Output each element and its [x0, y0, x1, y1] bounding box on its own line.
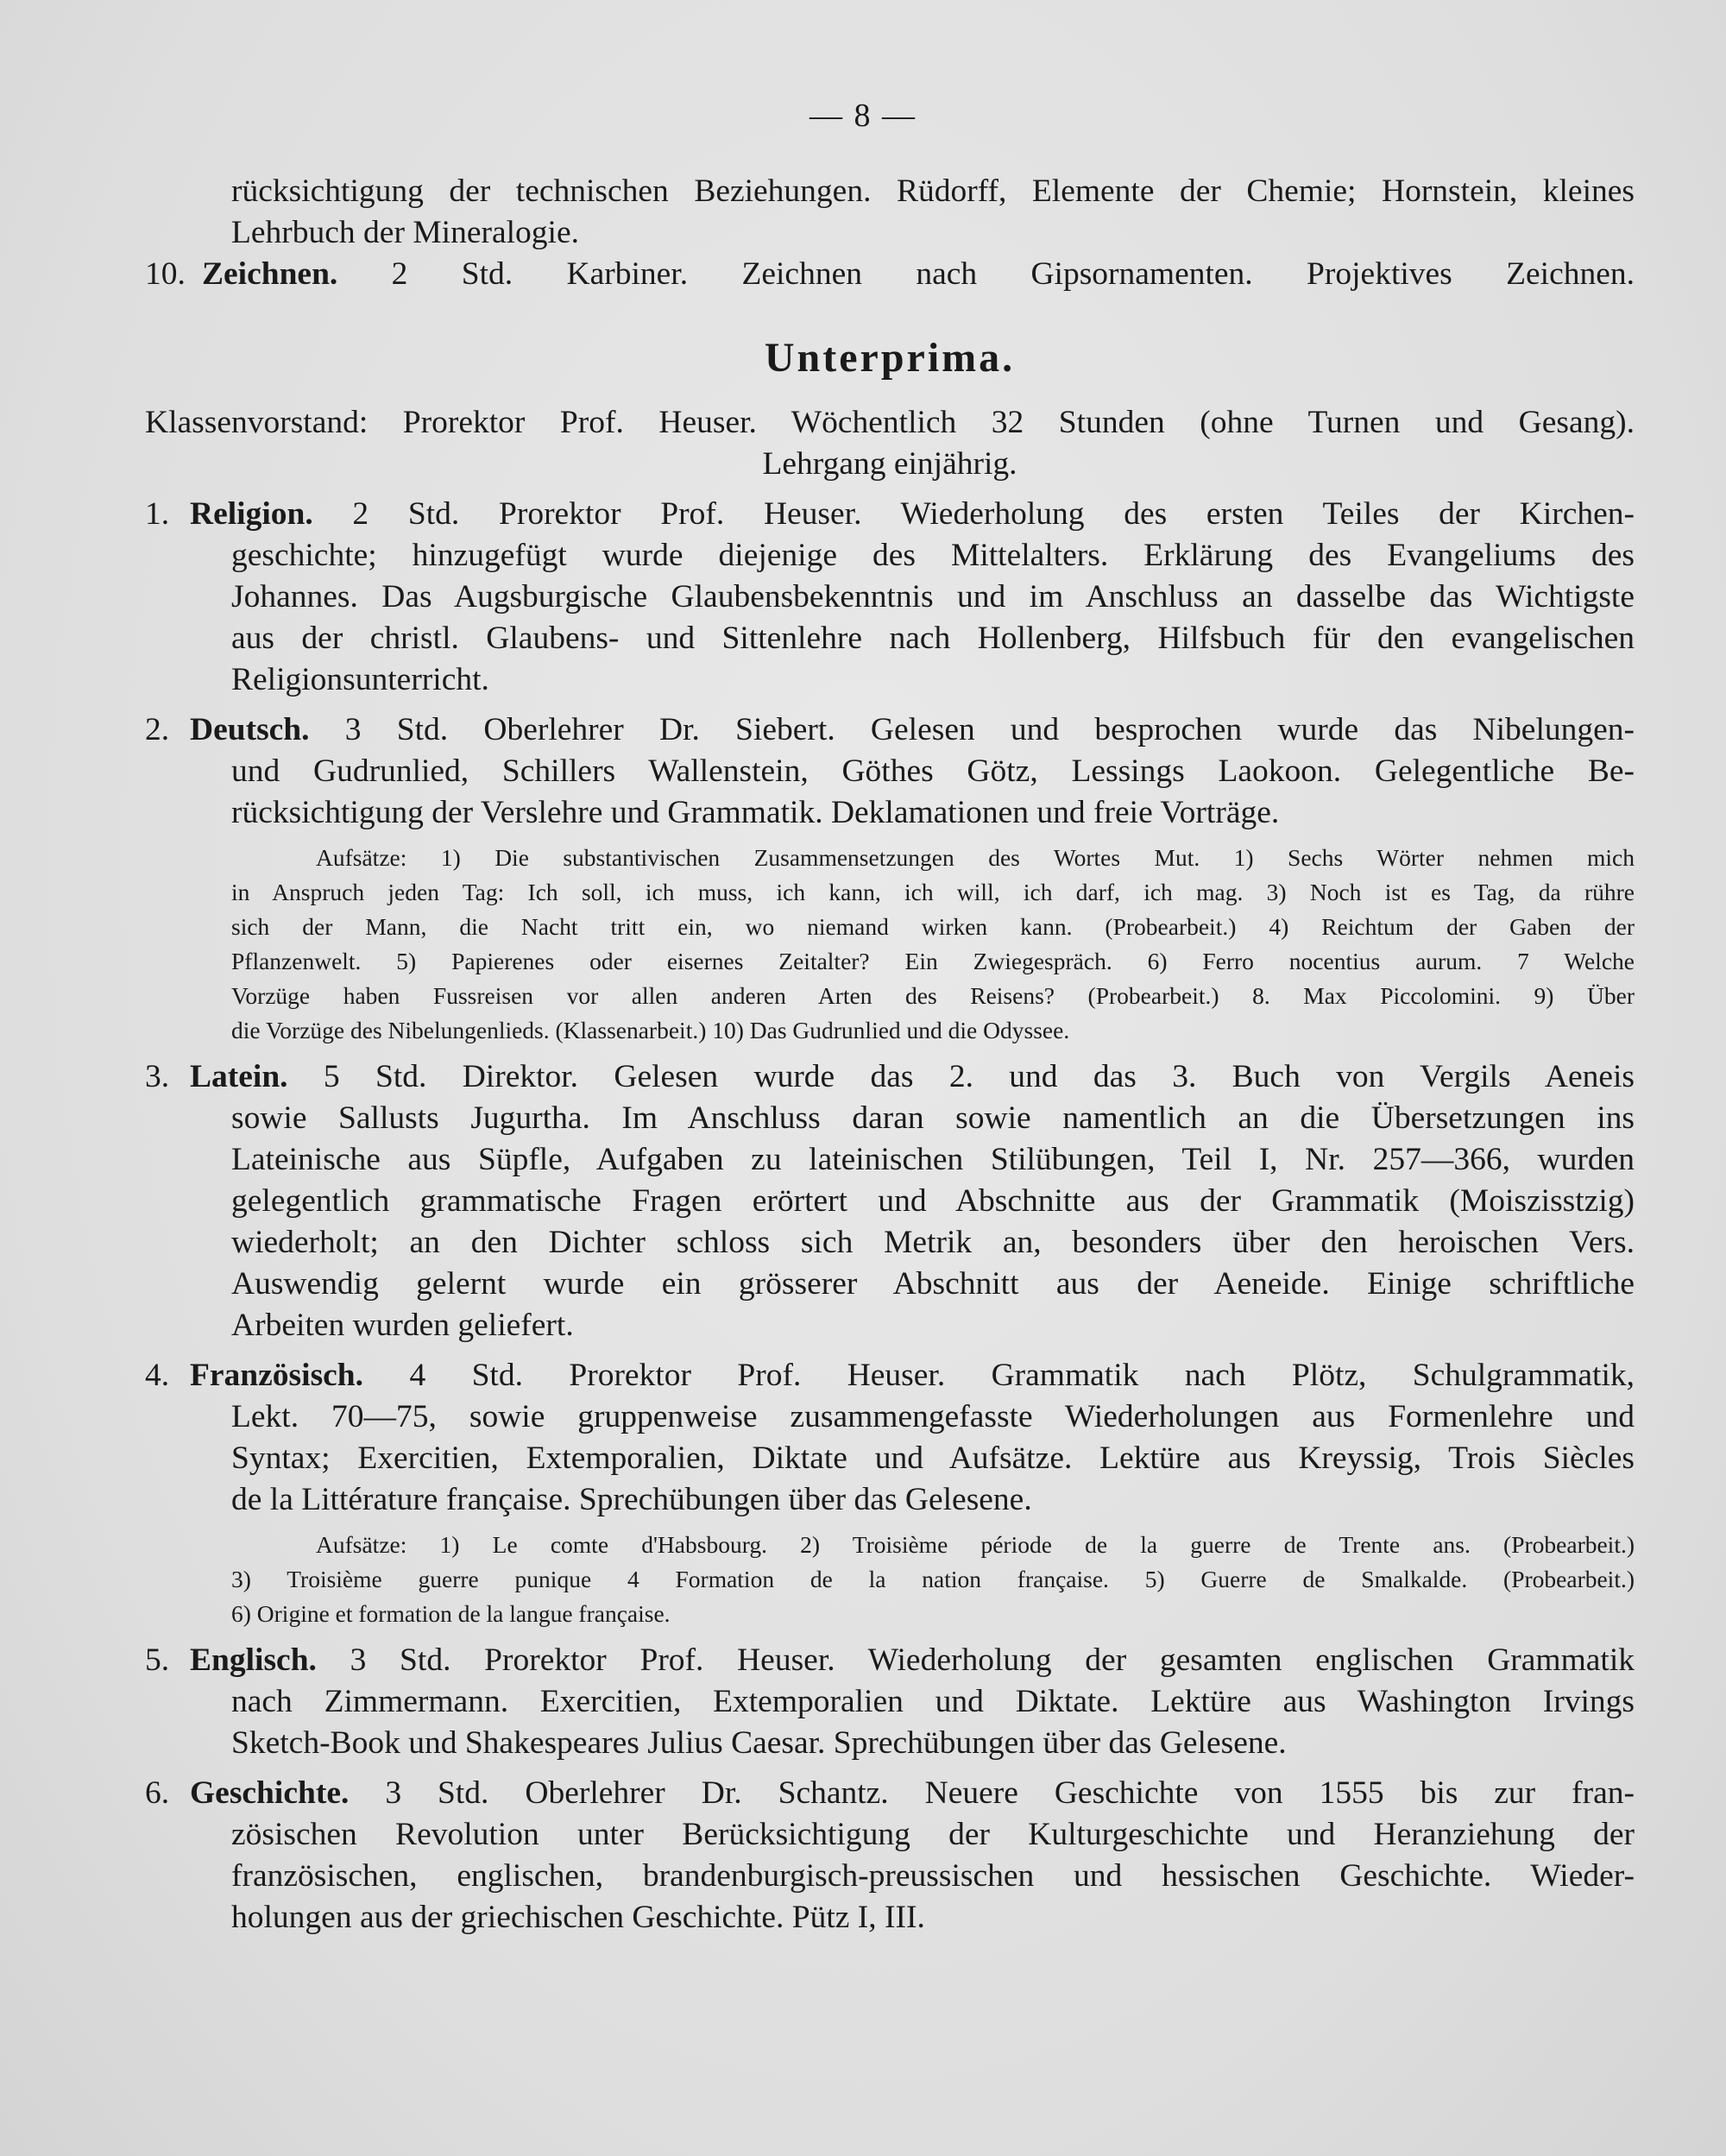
- text-line: Lekt. 70—75, sowie gruppenweise zusammengefasste Wiederholungen aus Formenlehre und: [231, 1399, 1635, 1434]
- aufsatz-line: 3) Troisième guerre punique 4 Formation de la nation française. 5) Guerre de Smalkalde. (Probearbeit.): [231, 1566, 1635, 1592]
- text-line: Arbeiten wurden geliefert.: [231, 1308, 574, 1343]
- text-line: rücksichtigung der Verslehre und Grammatik. Deklamationen und freie Vorträge.: [231, 795, 1280, 830]
- section-text: 2 Std. Prorektor Prof. Heuser. Wiederholung des ersten Teiles der Kirchen-: [352, 496, 1635, 532]
- spacer: [145, 834, 1635, 841]
- section-first-line: [145, 1056, 1635, 1098]
- subject-section: [145, 1640, 1635, 1764]
- text-line: gelegentlich grammatische Fragen erörtert und Abschnitte aus der Grammatik (Moiszisstzig): [231, 1183, 1635, 1219]
- section-first-line: [145, 1355, 1635, 1396]
- class-heading: Unterprima.: [764, 335, 1016, 381]
- text-line: wiederholt; an den Dichter schloss sich Metrik an, besonders über den heroischen Vers.: [231, 1225, 1635, 1260]
- text-line: geschichte; hinzugefügt wurde diejenige des Mittelalters. Erklärung des Evangeliums des: [231, 538, 1635, 573]
- text-line: Syntax; Exercitien, Extemporalien, Diktate und Aufsätze. Lektüre aus Kreyssig, Trois Siècles: [231, 1440, 1635, 1476]
- text-line: sowie Sallusts Jugurtha. Im Anschluss daran sowie namentlich an die Übersetzungen ins: [231, 1100, 1635, 1136]
- klassenvorstand-line: Klassenvorstand: Prorektor Prof. Heuser. Wöchentlich 32 Stunden (ohne Turnen und Gesang).: [145, 405, 1635, 440]
- spacer: [145, 1521, 1635, 1528]
- text-line: Auswendig gelernt wurde ein grösserer Abschnitt aus der Aeneide. Einige schriftliche: [231, 1266, 1635, 1302]
- text-line: französischen, englischen, brandenburgisch-preussischen und hessischen Geschichte. Wieder-: [231, 1858, 1635, 1894]
- section-title: Französisch.: [190, 1358, 364, 1393]
- aufsatz-line: 6) Origine et formation de la langue française.: [231, 1600, 671, 1627]
- section-text: 2 Std. Karbiner. Zeichnen nach Gipsornamenten. Projektives Zeichnen.: [391, 256, 1635, 292]
- text-line: aus der christl. Glaubens- und Sittenlehre nach Hollenberg, Hilfsbuch für den evangelischen: [231, 621, 1635, 656]
- section-number: 10.: [145, 256, 186, 292]
- section-text: 3 Std. Oberlehrer Dr. Schantz. Neuere Geschichte von 1555 bis zur fran-: [385, 1775, 1635, 1811]
- aufsatz-line: Aufsätze: 1) Le comte d'Habsbourg. 2) Troisième période de la guerre de Trente ans. (Probearbeit.): [316, 1531, 1635, 1558]
- text-line: zösischen Revolution unter Berücksichtigung der Kulturgeschichte und Heranziehung der: [231, 1817, 1635, 1852]
- section-title: Latein.: [190, 1059, 288, 1094]
- aufsatz-line: in Anspruch jeden Tag: Ich soll, ich muss, ich kann, ich will, ich darf, ich mag. 3) Noch ist es Tag, da rühre: [231, 879, 1635, 905]
- text-line: nach Zimmermann. Exercitien, Extemporalien und Diktate. Lektüre aus Washington Irvings: [231, 1684, 1635, 1719]
- text-line: Sketch-Book und Shakespeares Julius Caesar. Sprechübungen über das Gelesene.: [231, 1725, 1287, 1761]
- section-first-line: [145, 1773, 1635, 1814]
- section-number: 3.: [145, 1059, 170, 1094]
- section-zeichnen: [145, 254, 1635, 295]
- aufsatz-line: die Vorzüge des Nibelungenlieds. (Klassenarbeit.) 10) Das Gudrunlied und die Odyssee.: [231, 1017, 1070, 1043]
- aufsatz-line: Aufsätze: 1) Die substantivischen Zusammensetzungen des Wortes Mut. 1) Sechs Wörter nehmen mich: [316, 844, 1635, 871]
- text-line: de la Littérature française. Sprechübungen über das Gelesene.: [231, 1482, 1032, 1517]
- lehrgang-line: Lehrgang einjährig.: [762, 446, 1017, 482]
- section-title: Geschichte.: [190, 1775, 350, 1811]
- aufsatz-line: Pflanzenwelt. 5) Papierenes oder eisernes Zeitalter? Ein Zwiegespräch. 6) Ferro nocentius aurum. 7 Welche: [231, 948, 1635, 974]
- aufsatz-line: Vorzüge haben Fussreisen vor allen anderen Arten des Reisens? (Probearbeit.) 8. Max Piccolomini. 9) Über: [231, 982, 1635, 1009]
- section-number: 4.: [145, 1358, 170, 1393]
- section-text: 5 Std. Direktor. Gelesen wurde das 2. und das 3. Buch von Vergils Aeneis: [323, 1059, 1635, 1094]
- section-number: 2.: [145, 712, 170, 747]
- section-number: 6.: [145, 1775, 170, 1811]
- aufsatz-line: sich der Mann, die Nacht tritt ein, wo niemand wirken kann. (Probearbeit.) 4) Reichtum der Gaben der: [231, 913, 1635, 940]
- section-text: 3 Std. Prorektor Prof. Heuser. Wiederholung der gesamten englischen Grammatik: [350, 1642, 1635, 1678]
- subject-section: [145, 1773, 1635, 1939]
- section-number: 1.: [145, 496, 170, 532]
- text-line: und Gudrunlied, Schillers Wallenstein, Göthes Götz, Lessings Laokoon. Gelegentliche Be-: [231, 753, 1635, 789]
- section-first-line: [145, 709, 1635, 751]
- section-first-line: [145, 494, 1635, 535]
- text-line: holungen aus der griechischen Geschichte. Pütz I, III.: [231, 1900, 925, 1935]
- section-title: Zeichnen.: [202, 256, 338, 292]
- subject-sections: [145, 494, 1635, 1939]
- subject-section: [145, 709, 1635, 1048]
- subject-section: [145, 494, 1635, 701]
- section-number: 5.: [145, 1642, 170, 1678]
- section-title: Englisch.: [190, 1642, 317, 1678]
- text-line: rücksichtigung der technischen Beziehungen. Rüdorff, Elemente der Chemie; Hornstein, kleines: [231, 173, 1635, 209]
- page-body: [145, 171, 1635, 1939]
- subject-section: [145, 1355, 1635, 1631]
- section-first-line: [145, 1640, 1635, 1681]
- section-title: Religion.: [190, 496, 313, 532]
- section-title: Deutsch.: [190, 712, 310, 747]
- subject-section: [145, 1056, 1635, 1346]
- section-text: 3 Std. Oberlehrer Dr. Siebert. Gelesen und besprochen wurde das Nibelungen-: [344, 712, 1635, 747]
- page-number: — 8 —: [809, 98, 917, 134]
- text-line: Religionsunterricht.: [231, 662, 489, 697]
- text-line: Lateinische aus Süpfle, Aufgaben zu lateinischen Stilübungen, Teil I, Nr. 257—366, wurden: [231, 1142, 1635, 1177]
- section-text: 4 Std. Prorektor Prof. Heuser. Grammatik nach Plötz, Schulgrammatik,: [409, 1358, 1635, 1393]
- text-line: Lehrbuch der Mineralogie.: [231, 215, 579, 250]
- text-line: Johannes. Das Augsburgische Glaubensbekenntnis und im Anschluss an dasselbe das Wichtigste: [231, 579, 1635, 615]
